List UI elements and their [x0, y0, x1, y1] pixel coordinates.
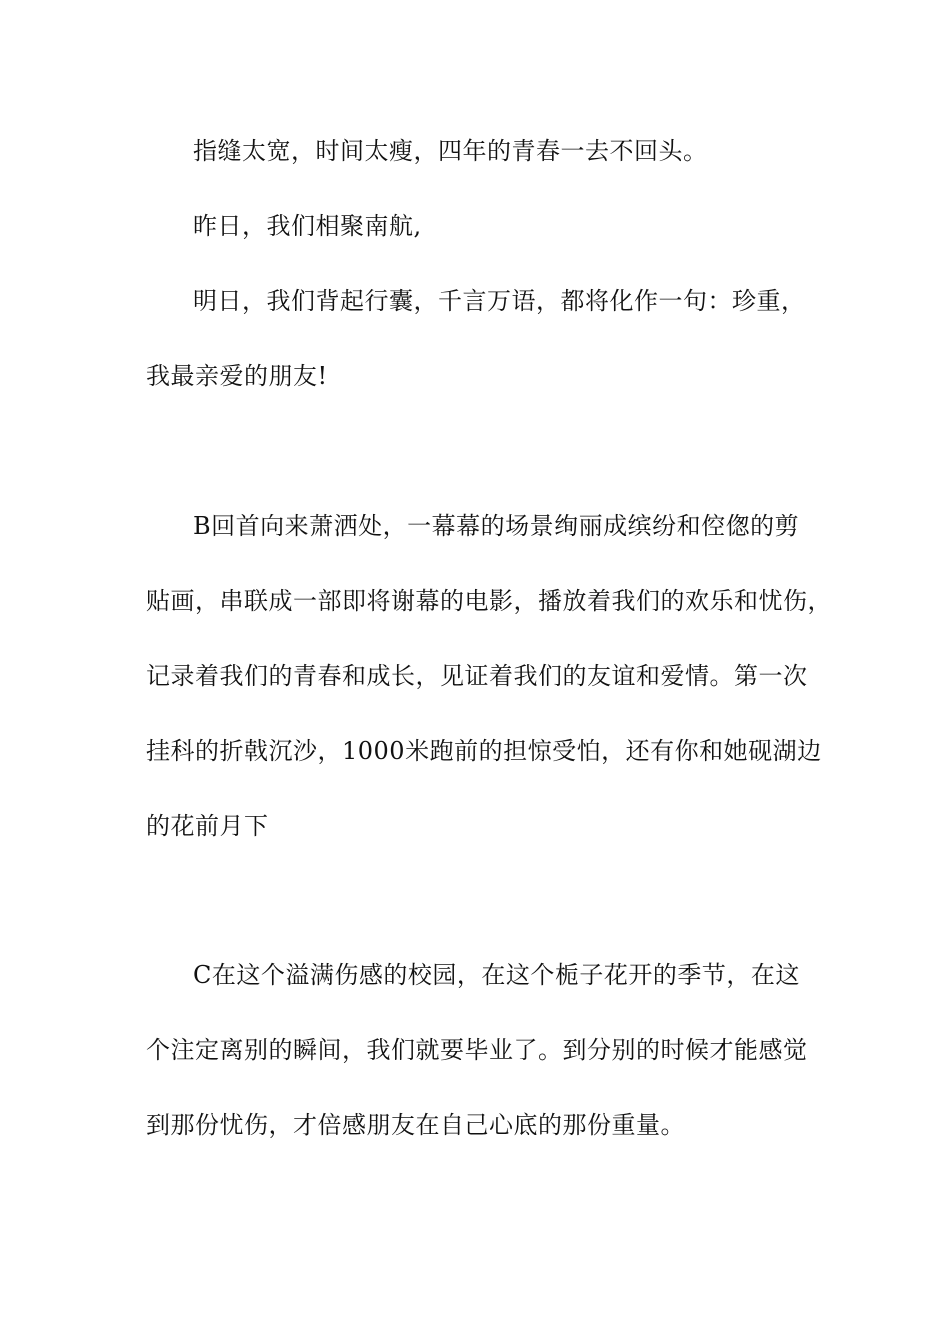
- paragraph-a3-line2: 我最亲爱的朋友!: [146, 362, 328, 390]
- paragraph-b-line2: 贴画，串联成一部即将谢幕的电影，播放着我们的欢乐和忧伤，: [146, 587, 832, 615]
- paragraph-a2: 昨日，我们相聚南航,: [193, 212, 422, 240]
- paragraph-c-line1: C在这个溢满伤感的校园，在这个栀子花开的季节，在这: [193, 961, 800, 989]
- paragraph-a1: 指缝太宽，时间太瘦，四年的青春一去不回头。: [193, 137, 708, 165]
- paragraph-c-line2: 个注定离别的瞬间，我们就要毕业了。到分别的时候才能感觉: [146, 1036, 808, 1064]
- paragraph-b-line4: 挂科的折戟沉沙，1000米跑前的担惊受怕，还有你和她砚湖边: [146, 737, 822, 765]
- paragraph-c-line3: 到那份忧伤，才倍感朋友在自己心底的那份重量。: [146, 1111, 685, 1139]
- paragraph-a3-line1: 明日，我们背起行囊，千言万语，都将化作一句：珍重，: [193, 287, 806, 315]
- paragraph-b-line1: B回首向来萧洒处，一幕幕的场景绚丽成缤纷和倥偬的剪: [193, 512, 800, 540]
- paragraph-b-line5: 的花前月下: [146, 812, 269, 840]
- paragraph-b-line3: 记录着我们的青春和成长，见证着我们的友谊和爱情。第一次: [146, 662, 808, 690]
